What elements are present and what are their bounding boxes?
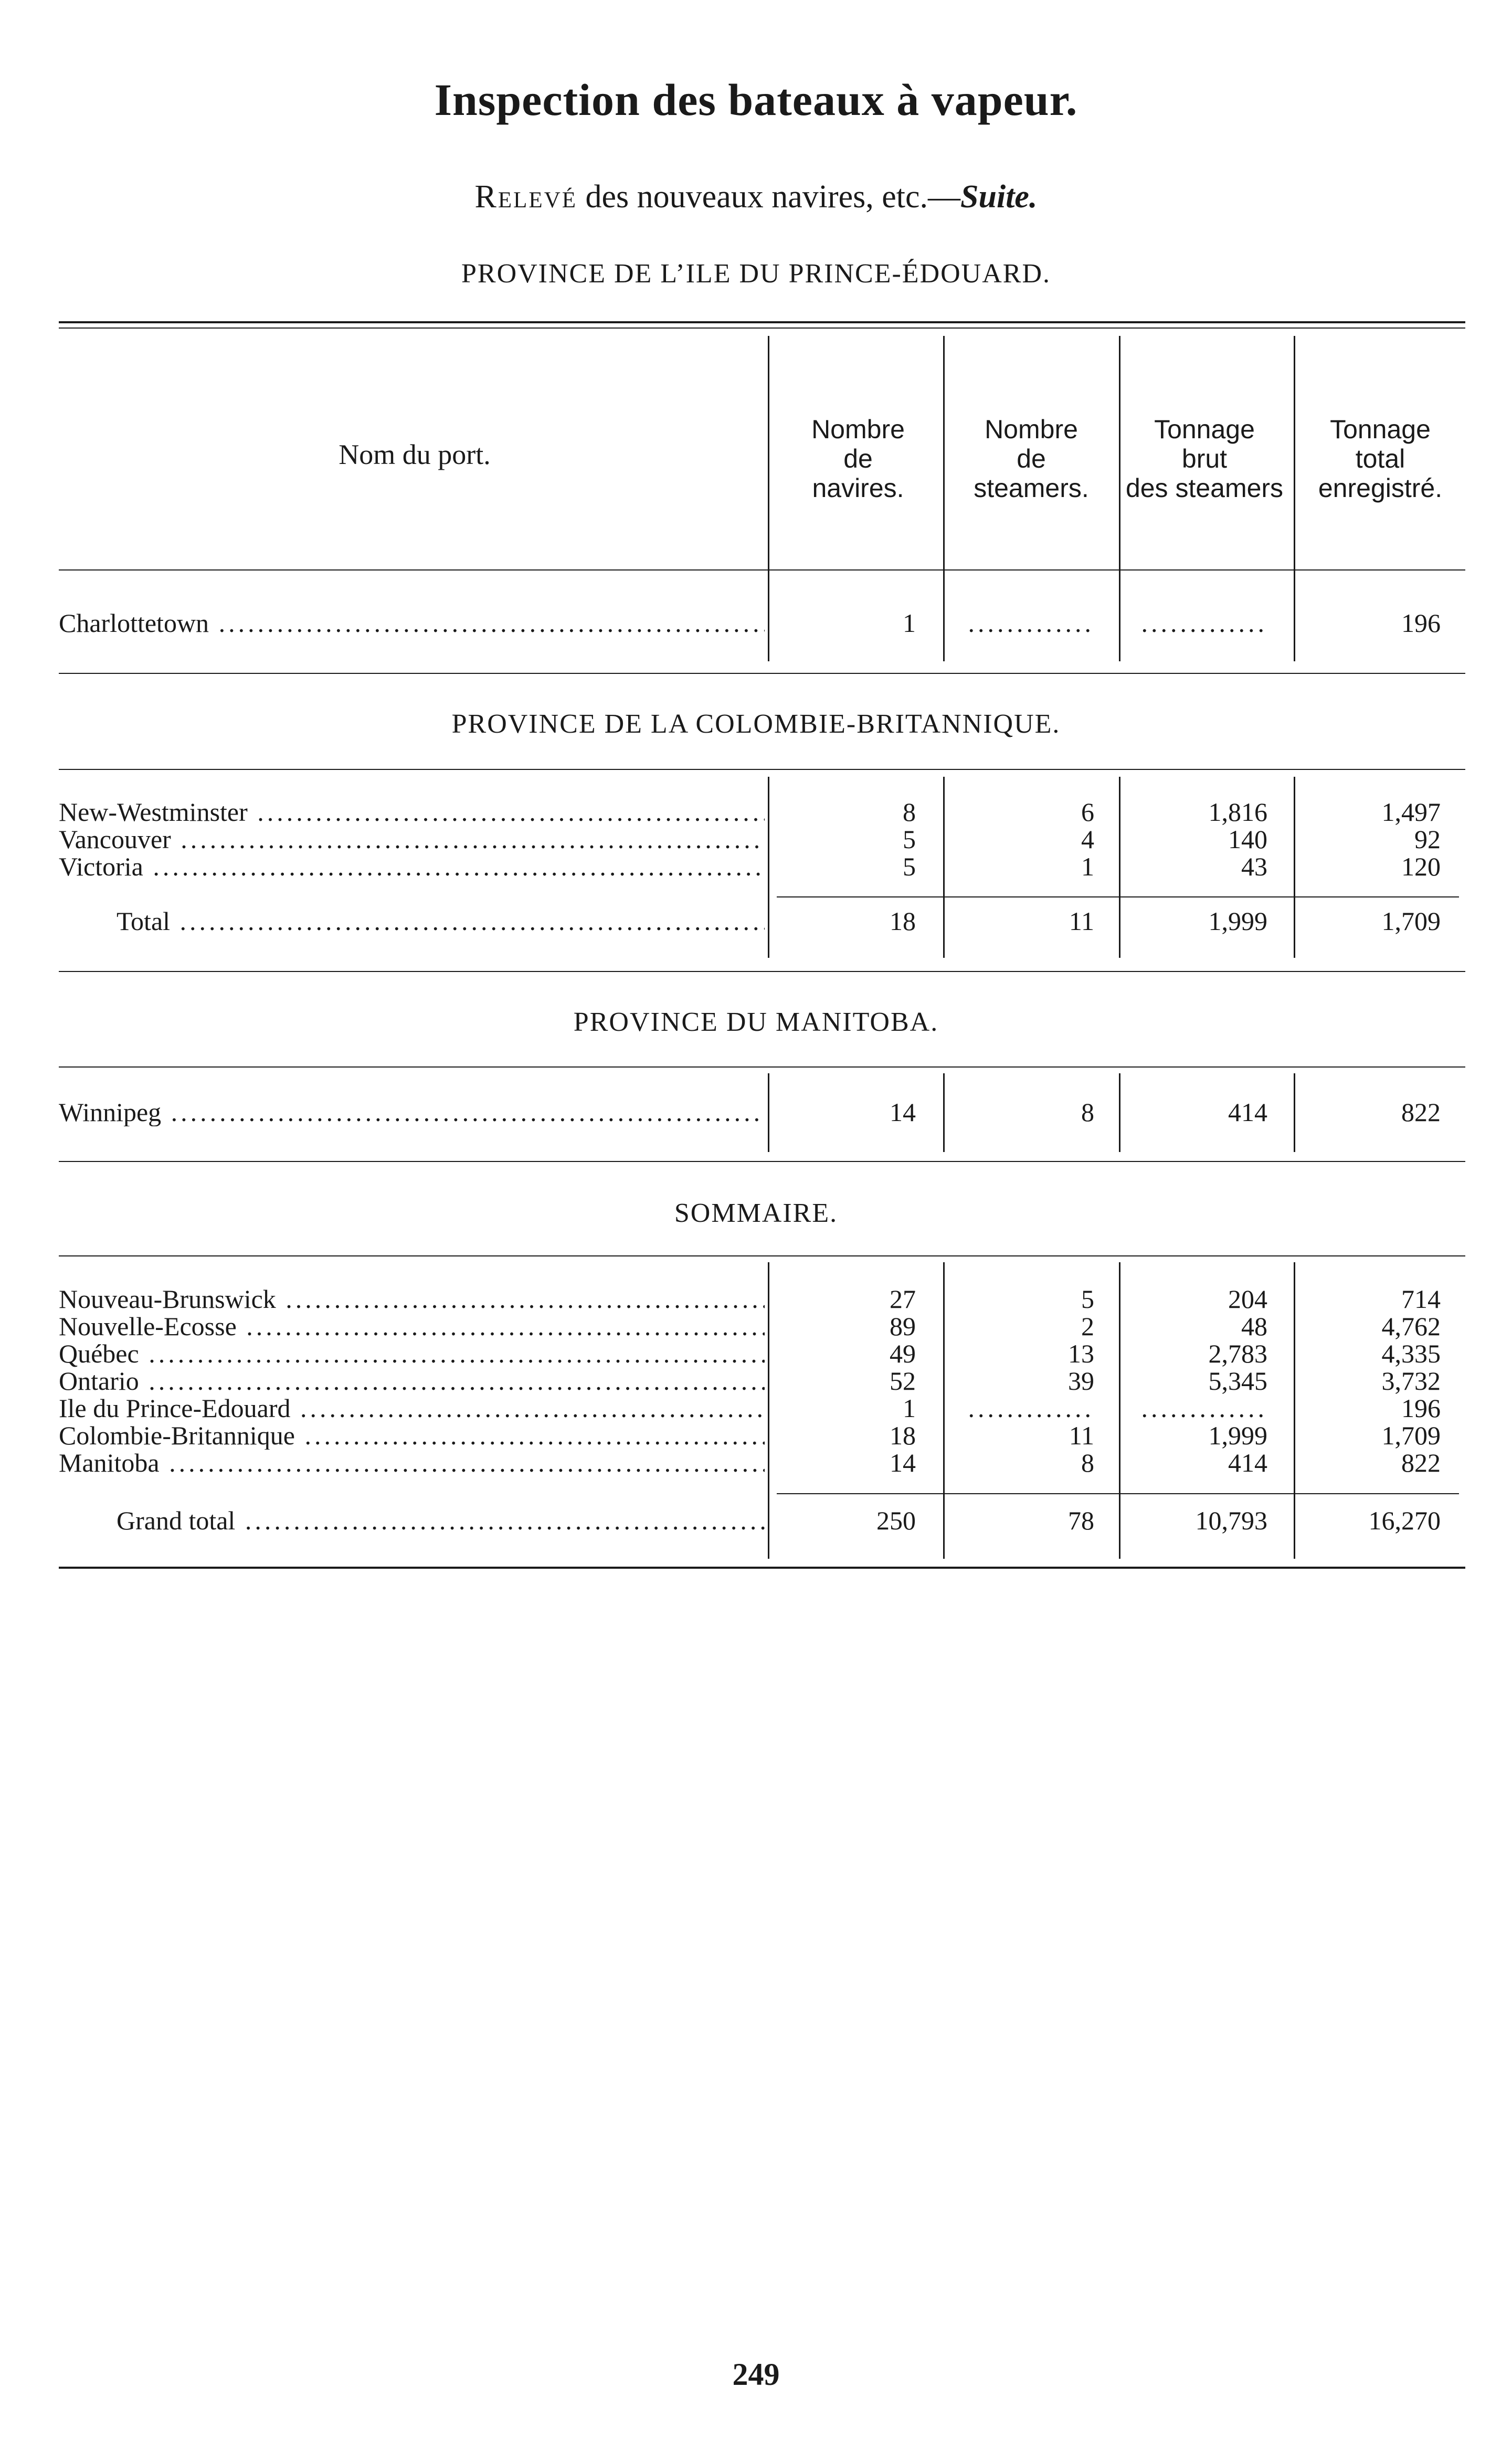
section-rule [59,1255,1465,1256]
column-header-port: Nom du port. [339,439,491,470]
column-header-tonnage-brut: Tonnage brut des steamers [1125,415,1284,503]
table-row: Vancouver ..... 5 4 140 92 [0,825,1512,853]
section-rule [59,971,1465,972]
empty-cell-dots: ............. [968,608,1094,638]
table-bottom-rule [59,1567,1465,1569]
page-subtitle [0,178,1512,216]
table-row: Ontario ..... 52 39 5,345 3,732 [0,1367,1512,1395]
section-heading-pei: PROVINCE DE L’ILE DU PRINCE-ÉDOUARD. [461,259,1051,289]
table-row: Winnipeg ..... 14 8 414 822 [0,1098,1512,1126]
table-top-rule-thin [59,327,1465,329]
table-row: New-Westminster ..... 8 6 1,816 1,497 [0,798,1512,826]
empty-cell-dots: ............. [968,1393,1094,1423]
subtitle-lead: Relevé [474,179,578,215]
subtitle-text: des nouveaux navires, etc.— [577,179,961,215]
column-header-navires: Nombre de navires. [811,415,905,503]
page-number: 249 [732,2357,780,2392]
section-heading-manitoba: PROVINCE DU MANITOBA. [573,1007,939,1037]
table-row: Colombie-Britannique ..... 18 11 1,999 1,709 [0,1421,1512,1450]
section-rule [59,673,1465,674]
empty-cell-dots: ............. [1141,608,1267,638]
section-heading-summary: SOMMAIRE. [674,1198,838,1228]
subtitle-suite: Suite. [960,179,1038,215]
column-header-steamers: Nombre de steamers. [974,415,1089,503]
section-rule [59,1161,1465,1162]
table-row: Ile du Prince-Edouard ..... 1 ............. ............. 196 [0,1394,1512,1422]
grand-total-row: Grand total ..... 250 78 10,793 16,270 [0,1506,1512,1535]
table-row: Charlottetown ..... 1 ............. ............. 196 [0,609,1512,637]
subtotal-rule [777,1493,1459,1494]
page-title: Inspection des bateaux à vapeur. [434,75,1078,125]
table-row: Nouveau-Brunswick ..... 27 5 204 714 [0,1285,1512,1313]
total-row: Total ..... 18 11 1,999 1,709 [0,907,1512,935]
subtotal-rule [777,896,1459,897]
table-row: Manitoba ..... 14 8 414 822 [0,1449,1512,1477]
section-rule [59,769,1465,770]
section-heading-bc: PROVINCE DE LA COLOMBIE-BRITANNIQUE. [451,709,1061,739]
table-row: Nouvelle-Ecosse ..... 89 2 48 4,762 [0,1312,1512,1340]
table-row: Québec ..... 49 13 2,783 4,335 [0,1339,1512,1368]
table-row: Victoria ..... 5 1 43 120 [0,852,1512,881]
section-rule [59,1066,1465,1068]
table-top-rule [59,321,1465,323]
header-bottom-rule [59,569,1465,571]
empty-cell-dots: ............. [1141,1393,1267,1423]
column-header-tonnage-total: Tonnage total enregistré. [1318,415,1443,503]
